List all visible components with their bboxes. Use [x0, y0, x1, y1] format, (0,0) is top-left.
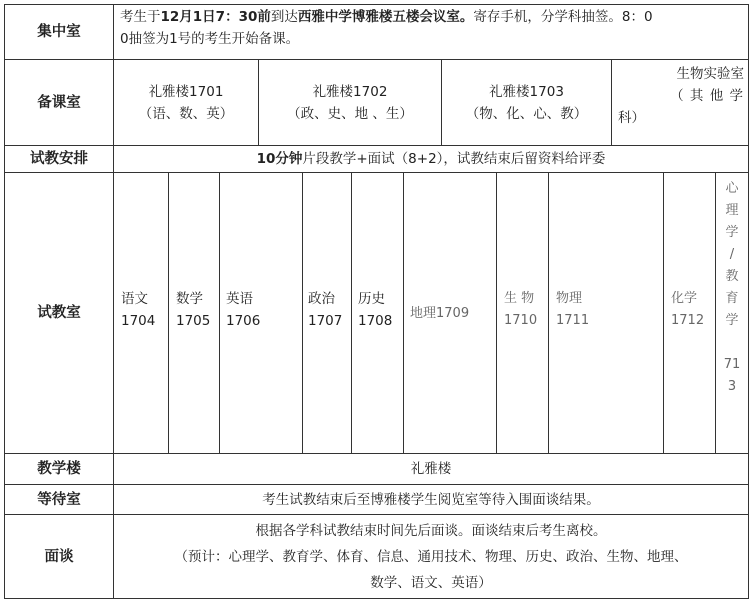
prep-room-bio-lab: [618, 63, 744, 143]
teaching-room-geography: 地理1709: [410, 306, 470, 321]
header-assembly-room: 集中室: [37, 24, 81, 40]
interview-line-2: （预计：心理学、教育学、体育、信息、通用技术、物理、历史、政治、生物、地理、: [174, 548, 688, 565]
header-teaching-arrangement: 试教安排: [30, 151, 88, 167]
prep-room-1703: [442, 60, 611, 145]
header-prep-room: 备课室: [37, 94, 81, 111]
teaching-room-chemistry: 化学 1712: [671, 291, 705, 328]
waiting-room-content: 考生试教结束后至博雅楼学生阅览室等待入围面谈结果。: [262, 491, 600, 508]
interview-line-1: 根据各学科试教结束时间先后面谈。面谈结束后考生离校。: [255, 522, 607, 539]
teaching-room-english: 英语 1706: [226, 291, 261, 329]
prep-room-name: 礼雅楼1703: [489, 83, 564, 100]
teaching-room-biology: 生 物 1710: [504, 291, 538, 328]
prep-room-name: 礼雅楼1702: [312, 83, 388, 100]
assembly-content: [120, 6, 744, 58]
prep-room-1702: [259, 60, 441, 145]
assembly-line-1: 考生于12月1日7：30前到达西雅中学博雅楼五楼会议室。寄存手机，分学科抽签。8：0: [120, 9, 653, 25]
assembly-line-2: 0抽签为1号的考生开始备课。: [120, 31, 300, 47]
prep-room-subjects: （语、数、英）: [138, 105, 234, 122]
bio-lab-note-2: 科）: [618, 110, 645, 126]
prep-room-subjects: （政、史、地 、生）: [287, 105, 413, 122]
teaching-room-politics: 政治 1707: [308, 291, 343, 329]
teaching-building-content: 礼雅楼: [410, 461, 452, 477]
teaching-room-history: 历史 1708: [358, 291, 393, 329]
assembly-time: 12月1日7：30前: [160, 9, 271, 25]
assembly-location: 西雅中学博雅楼五楼会议室。: [297, 9, 474, 25]
interview-line-3: 数学、语文、英语）: [370, 574, 492, 591]
bio-lab-note-1: （ 其 他 学: [670, 88, 744, 104]
interview-content: [114, 515, 748, 598]
header-waiting-room: 等待室: [37, 491, 81, 508]
teaching-duration: 10分钟: [256, 151, 303, 167]
teaching-room-chinese: 语文 1704: [121, 291, 156, 329]
bio-lab-name: 生物实验室: [676, 66, 744, 82]
teaching-room-math: 数学 1705: [176, 291, 211, 329]
teaching-room-psychology-education: 心 理 学 / 教 育 学 71 3: [723, 181, 741, 394]
header-interview: 面谈: [44, 548, 74, 565]
prep-room-1701: [114, 60, 258, 145]
teaching-arrangement-content: 10分钟 片段教学+面试（8+2），试教结束后留资料给评委: [114, 146, 748, 172]
prep-room-subjects: （物、化、心、教）: [465, 105, 588, 122]
header-teaching-room: 试教室: [37, 305, 81, 321]
teaching-room-physics: 物理 1711: [556, 291, 590, 328]
header-teaching-building: 教学楼: [37, 461, 81, 477]
prep-room-name: 礼雅楼1701: [148, 83, 224, 100]
